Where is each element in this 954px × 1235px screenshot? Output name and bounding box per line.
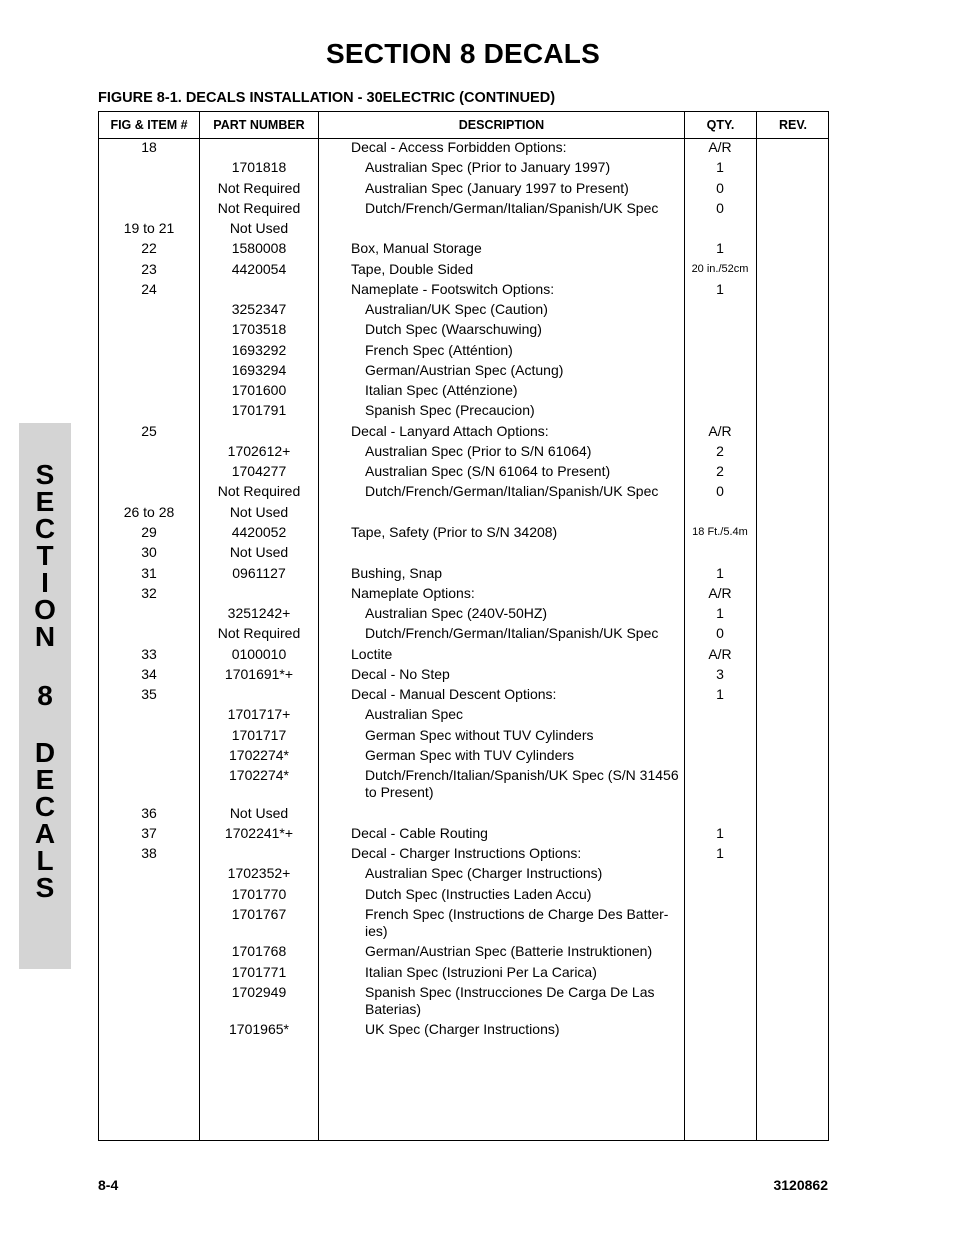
description-cell: German/Austrian Spec (Actung) xyxy=(365,362,564,378)
item-cell: 38 xyxy=(141,845,157,861)
description-cell: Decal - No Step xyxy=(351,666,450,682)
part-number-cell: Not Required xyxy=(217,180,301,196)
part-number-cell: 1580008 xyxy=(231,240,287,256)
qty-cell: A/R xyxy=(708,139,732,155)
column-divider xyxy=(318,112,319,1140)
item-cell: 32 xyxy=(141,585,157,601)
part-number-cell: 1701770 xyxy=(231,886,287,902)
description-cell: French Spec (Atténtion) xyxy=(365,342,513,358)
description-cell: Dutch/French/Italian/Spanish/UK Spec (S/N 31456 to Present) xyxy=(365,767,679,800)
header-fig-item: FIG & ITEM # xyxy=(110,118,188,132)
part-number-cell: 0961127 xyxy=(232,565,286,581)
qty-cell: 0 xyxy=(716,625,724,641)
header-description: DESCRIPTION xyxy=(458,118,545,132)
description-cell: Australian Spec (Prior to January 1997) xyxy=(365,159,611,175)
qty-cell: 2 xyxy=(716,443,724,459)
description-cell: Italian Spec (Atténzione) xyxy=(365,382,518,398)
side-tab-letter: E xyxy=(35,486,55,517)
description-cell: Spanish Spec (Instrucciones De Carga De Las Baterias) xyxy=(365,984,655,1017)
part-number-cell: 1702274* xyxy=(229,747,289,763)
description-cell: Dutch/French/German/Italian/Spanish/UK Spec xyxy=(365,625,659,641)
qty-cell: 0 xyxy=(716,483,724,499)
part-number-cell: 1701717 xyxy=(231,727,287,743)
qty-cell: A/R xyxy=(708,585,732,601)
header-qty: QTY. xyxy=(706,118,735,132)
side-tab-letter: D xyxy=(34,737,56,768)
description-cell: Decal - Lanyard Attach Options: xyxy=(351,423,549,439)
part-number-cell: Not Used xyxy=(229,220,289,236)
part-number-cell: 1701717+ xyxy=(227,706,291,722)
item-cell: 35 xyxy=(141,686,157,702)
description-cell: Dutch/French/German/Italian/Spanish/UK Spec xyxy=(365,483,659,499)
description-cell: Dutch Spec (Waarschuwing) xyxy=(365,321,542,337)
part-number-cell: 1701768 xyxy=(231,943,287,959)
part-number-cell: 4420054 xyxy=(231,261,287,277)
part-number-cell: 1702352+ xyxy=(227,865,291,881)
column-divider xyxy=(756,112,757,1140)
side-tab-letter: T xyxy=(36,540,54,571)
qty-cell: 0 xyxy=(716,200,724,216)
side-tab-letter: A xyxy=(34,818,56,849)
description-cell: Decal - Cable Routing xyxy=(351,825,488,841)
description-cell: Australian Spec (Charger Instructions) xyxy=(365,865,603,881)
part-number-cell: 3252347 xyxy=(231,301,287,317)
item-cell: 26 to 28 xyxy=(123,504,175,520)
description-cell: Spanish Spec (Precaucion) xyxy=(365,402,535,418)
qty-cell: 18 Ft./5.4m xyxy=(692,526,748,538)
qty-cell: 1 xyxy=(716,825,724,841)
part-number-cell: 0100010 xyxy=(231,646,287,662)
part-number-cell: 1701600 xyxy=(231,382,287,398)
part-number-cell: 1701691*+ xyxy=(224,666,294,682)
description-cell: Australian Spec (January 1997 to Present) xyxy=(365,180,629,196)
parts-table xyxy=(98,111,829,1141)
part-number-cell: Not Required xyxy=(217,625,301,641)
part-number-cell: 1701771 xyxy=(231,964,287,980)
qty-cell: 1 xyxy=(716,159,724,175)
description-cell: Tape, Safety (Prior to S/N 34208) xyxy=(351,524,558,540)
description-cell: Australian/UK Spec (Caution) xyxy=(365,301,548,317)
part-number-cell: Not Required xyxy=(217,483,301,499)
part-number-cell: 1702949 xyxy=(231,984,287,1000)
document-number: 3120862 xyxy=(773,1177,828,1193)
side-tab-letter: E xyxy=(35,764,55,795)
item-cell: 24 xyxy=(141,281,157,297)
description-cell: Decal - Manual Descent Options: xyxy=(351,686,557,702)
side-tab-letter: C xyxy=(34,513,56,544)
qty-cell: A/R xyxy=(708,646,732,662)
description-cell: Tape, Double Sided xyxy=(351,261,474,277)
item-cell: 30 xyxy=(141,544,157,560)
part-number-cell: 1704277 xyxy=(231,463,287,479)
description-cell: Australian Spec (240V-50HZ) xyxy=(365,605,548,621)
item-cell: 25 xyxy=(141,423,157,439)
side-tab-letter: C xyxy=(34,791,56,822)
item-cell: 33 xyxy=(141,646,157,662)
part-number-cell: 1702274* xyxy=(229,767,289,783)
description-cell: Loctite xyxy=(351,646,393,662)
qty-cell: 3 xyxy=(716,666,724,682)
qty-cell: 20 in./52cm xyxy=(691,263,749,275)
item-cell: 18 xyxy=(141,139,157,155)
part-number-cell: 4420052 xyxy=(231,524,287,540)
side-tab-letter: O xyxy=(34,594,56,625)
description-cell: Dutch Spec (Instructies Laden Accu) xyxy=(365,886,592,902)
part-number-cell: 1701791 xyxy=(231,402,287,418)
item-cell: 37 xyxy=(141,825,157,841)
qty-cell: 1 xyxy=(716,686,724,702)
part-number-cell: 1693292 xyxy=(231,342,287,358)
side-tab-letter: I xyxy=(41,567,49,598)
qty-cell: 1 xyxy=(716,281,724,297)
side-tab-letter: 8 xyxy=(37,680,53,711)
part-number-cell: 1701767 xyxy=(231,906,287,922)
description-cell: Italian Spec (Istruzioni Per La Carica) xyxy=(365,964,597,980)
part-number-cell: Not Used xyxy=(229,544,289,560)
item-cell: 34 xyxy=(141,666,157,682)
section-side-tab xyxy=(19,423,71,969)
description-cell: Bushing, Snap xyxy=(351,565,443,581)
part-number-cell: 1702612+ xyxy=(227,443,291,459)
part-number-cell: Not Required xyxy=(217,200,301,216)
page-title: SECTION 8 DECALS xyxy=(326,38,600,69)
part-number-cell: 1693294 xyxy=(231,362,287,378)
qty-cell: 2 xyxy=(716,463,724,479)
qty-cell: 0 xyxy=(716,180,724,196)
item-cell: 22 xyxy=(141,240,157,256)
description-cell: Australian Spec (S/N 61064 to Present) xyxy=(365,463,611,479)
description-cell: Decal - Charger Instructions Options: xyxy=(351,845,582,861)
side-tab-letter: S xyxy=(35,872,55,903)
item-cell: 19 to 21 xyxy=(123,220,175,236)
item-cell: 36 xyxy=(141,805,157,821)
description-cell: Nameplate Options: xyxy=(351,585,475,601)
description-cell: Box, Manual Storage xyxy=(351,240,482,256)
side-tab-letter: N xyxy=(34,621,56,652)
item-cell: 29 xyxy=(141,524,157,540)
description-cell: German Spec without TUV Cylinders xyxy=(365,727,594,743)
part-number-cell: 3251242+ xyxy=(227,605,291,621)
part-number-cell: 1701818 xyxy=(231,159,287,175)
figure-title: FIGURE 8-1. DECALS INSTALLATION - 30ELECTRIC (CONTINUED) xyxy=(98,90,556,106)
description-cell: German/Austrian Spec (Batterie Instruktionen) xyxy=(365,943,653,959)
description-cell: French Spec (Instructions de Charge Des Batter-ies) xyxy=(365,906,669,939)
qty-cell: 1 xyxy=(716,240,724,256)
item-cell: 23 xyxy=(141,261,157,277)
part-number-cell: 1701965* xyxy=(229,1021,289,1037)
header-rev: REV. xyxy=(778,118,808,132)
description-cell: Australian Spec (Prior to S/N 61064) xyxy=(365,443,592,459)
part-number-cell: Not Used xyxy=(229,504,289,520)
page-number: 8-4 xyxy=(98,1177,119,1193)
qty-cell: 1 xyxy=(716,605,724,621)
description-cell: Nameplate - Footswitch Options: xyxy=(351,281,555,297)
side-tab-letter: S xyxy=(35,459,55,490)
description-cell: Australian Spec xyxy=(365,706,464,722)
description-cell: Dutch/French/German/Italian/Spanish/UK Spec xyxy=(365,200,659,216)
qty-cell: A/R xyxy=(708,423,732,439)
part-number-cell: 1702241*+ xyxy=(224,825,294,841)
description-cell: German Spec with TUV Cylinders xyxy=(365,747,575,763)
description-cell: Decal - Access Forbidden Options: xyxy=(351,139,567,155)
part-number-cell: 1703518 xyxy=(231,321,287,337)
qty-cell: 1 xyxy=(716,845,724,861)
item-cell: 31 xyxy=(141,565,157,581)
description-cell: UK Spec (Charger Instructions) xyxy=(365,1021,560,1037)
part-number-cell: Not Used xyxy=(229,805,289,821)
header-part-number: PART NUMBER xyxy=(213,118,305,132)
qty-cell: 1 xyxy=(716,565,724,581)
side-tab-letter: L xyxy=(36,845,54,876)
